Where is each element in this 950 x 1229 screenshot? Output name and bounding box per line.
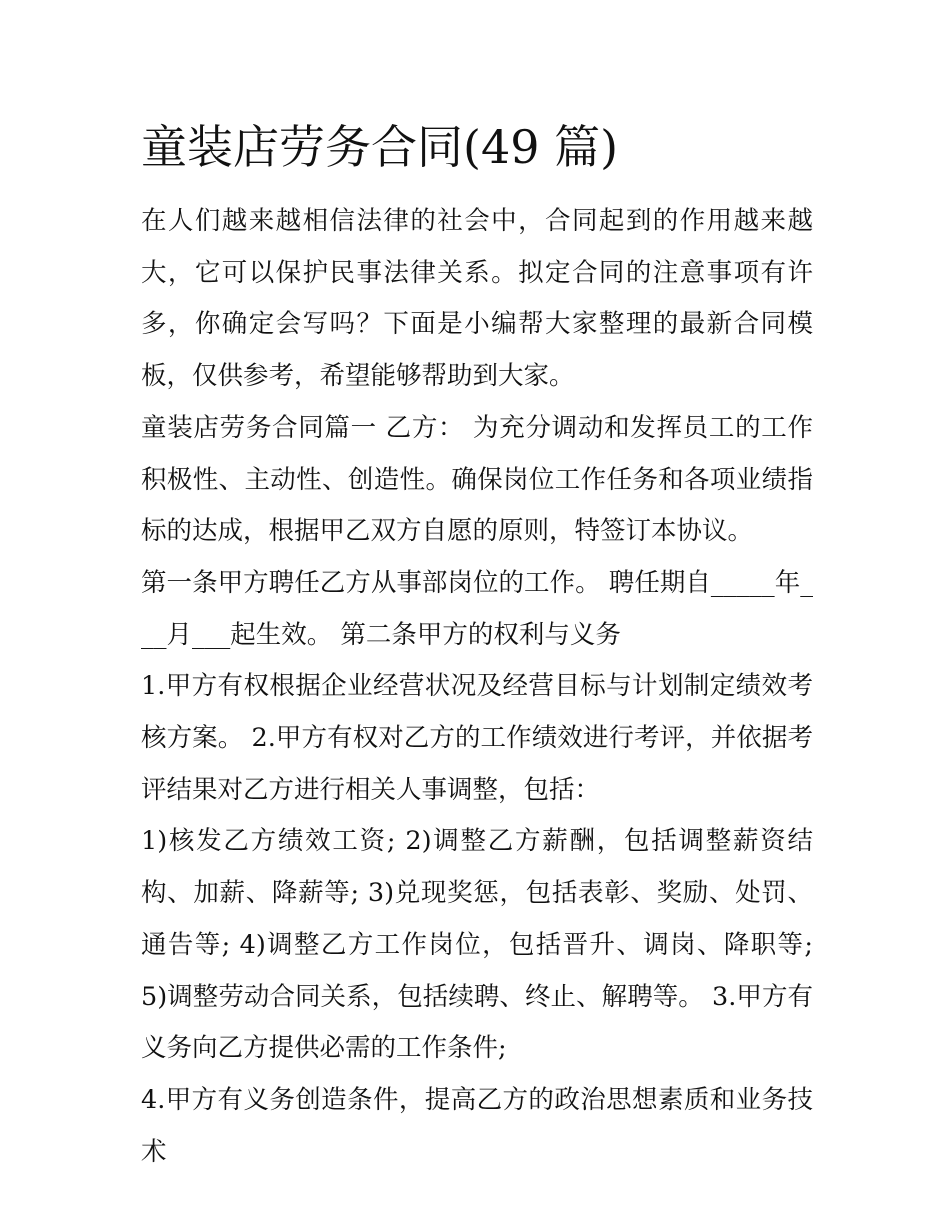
document-body [141, 196, 813, 1178]
paragraph-rights-1-2: 1.甲方有权根据企业经营状况及经营目标与计划制定绩效考核方案。 2.甲方有权对乙方的工作绩效进行考评，并依据考评结果对乙方进行相关人事调整，包括： [141, 671, 813, 805]
paragraph-article-one: 第一条甲方聘任乙方从事部岗位的工作。 聘任期自_____年___月___起生效。 第二条甲方的权利与义务 [141, 567, 813, 650]
paragraph-contract-one: 童装店劳务合同篇一 乙方： 为充分调动和发挥员工的工作积极性、主动性、创造性。确保岗位工作任务和各项业绩指标的达成，根据甲乙双方自愿的原则，特签订本协议。 [141, 412, 813, 547]
paragraph-intro: 在人们越来越相信法律的社会中，合同起到的作用越来越大，它可以保护民事法律关系。拟定合同的注意事项有许多，你确定会写吗？下面是小编帮大家整理的最新合同模板，仅供参考，希望能够帮助到大家。 [141, 206, 813, 392]
paragraph-rights-4: 4.甲方有义务创造条件，提高乙方的政治思想素质和业务技术 [141, 1084, 813, 1167]
paragraph-adjustments: 1)核发乙方绩效工资; 2)调整乙方薪酬，包括调整薪资结构、加薪、降薪等; 3)兑现奖惩，包括表彰、奖励、处罚、通告等; 4)调整乙方工作岗位，包括晋升、调岗、降职等; 5)调整劳动合同关系，包括续聘、终止、解聘等。 3.甲方有义务向乙方提供必需的工作条件; [141, 826, 813, 1064]
document-title: 童装店劳务合同(49 篇) [141, 120, 619, 174]
